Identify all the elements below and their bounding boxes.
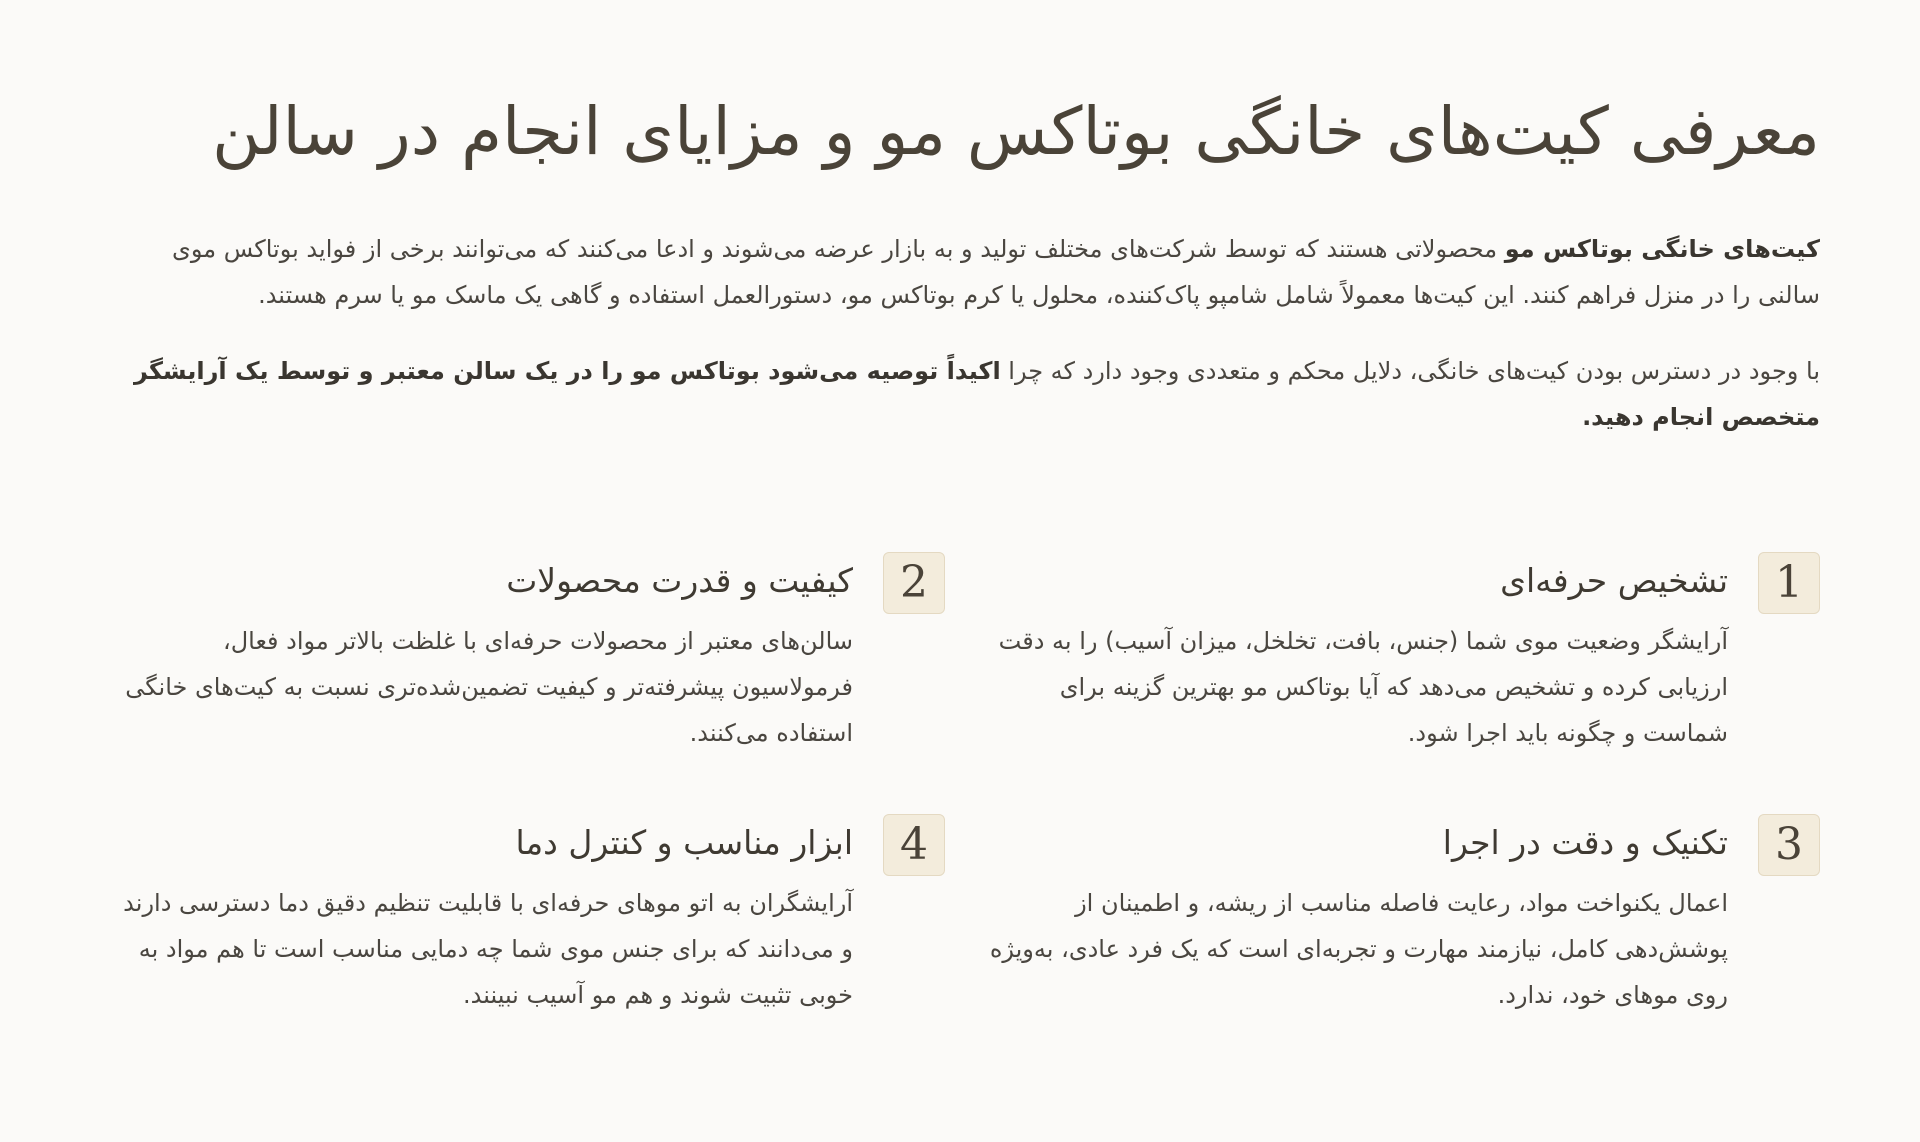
reason-card-body	[980, 818, 1728, 1018]
reason-title: تشخیص حرفه‌ای	[1500, 561, 1728, 600]
intro-p1-text: محصولاتی هستند که توسط شرکت‌های مختلف تولید و به بازار عرضه می‌شوند و ادعا می‌کنند که می‌توانند برخی از فواید بوتاکس موی سالنی را در منزل فراهم کنند. این کیت‌ها معمولاً شامل شامپو پاک‌کننده، محلول یا کرم بوتاکس مو، دستورالعمل استفاده و گاهی یک ماسک مو یا سرم هستند.	[172, 235, 1820, 309]
page-title: معرفی کیت‌های خانگی بوتاکس مو و مزایای انجام در سالن	[212, 93, 1820, 170]
reason-text: سالن‌های معتبر از محصولات حرفه‌ای با غلظت بالاتر مواد فعال، فرمولاسیون پیشرفته‌تر و کیفیت تضمین‌شده‌تری نسبت به کیت‌های خانگی استفاده می‌کنند.	[125, 627, 853, 747]
reason-card-body	[980, 556, 1728, 756]
intro-paragraph-2	[110, 348, 1820, 440]
reason-number-badge: 1	[1758, 552, 1820, 614]
reason-card-3	[980, 814, 1820, 1018]
reason-title: تکنیک و دقت در اجرا	[1442, 823, 1728, 862]
reasons-grid	[110, 552, 1820, 1072]
intro-p2-bold: اکیداً توصیه می‌شود بوتاکس مو را در یک سالن معتبر و توسط یک آرایشگر متخصص انجام دهید.	[134, 357, 1820, 431]
reason-card-2	[110, 552, 945, 756]
reason-text: آرایشگران به اتو موهای حرفه‌ای با قابلیت تنظیم دقیق دما دسترسی دارند و می‌دانند که برای جنس موی شما چه دمایی مناسب است تا هم مواد به خوبی تثبیت شوند و هم مو آسیب نبینند.	[123, 889, 853, 1009]
intro-p1-bold: کیت‌های خانگی بوتاکس مو	[1504, 235, 1820, 263]
article	[110, 80, 1820, 440]
reason-text: اعمال یکنواخت مواد، رعایت فاصله مناسب از ریشه، و اطمینان از پوشش‌دهی کامل، نیازمند مهارت و تجربه‌ای است که یک فرد عادی، به‌ویژه روی موهای خود، ندارد.	[989, 889, 1728, 1009]
intro-section	[110, 226, 1820, 440]
reason-card-body	[110, 818, 853, 1018]
reason-card-4	[110, 814, 945, 1018]
intro-p2-text: با وجود در دسترس بودن کیت‌های خانگی، دلایل محکم و متعددی وجود دارد که چرا	[1000, 357, 1820, 385]
reason-number-badge: 2	[883, 552, 945, 614]
reason-card-1	[980, 552, 1820, 756]
reason-number-badge: 3	[1758, 814, 1820, 876]
reason-title: ابزار مناسب و کنترل دما	[515, 823, 853, 862]
reason-card-body	[110, 556, 853, 756]
reason-title: کیفیت و قدرت محصولات	[506, 561, 853, 600]
reason-number-badge: 4	[883, 814, 945, 876]
reason-text: آرایشگر وضعیت موی شما (جنس، بافت، تخلخل، میزان آسیب) را به دقت ارزیابی کرده و تشخیص می‌دهد که آیا بوتاکس مو بهترین گزینه برای شماست و چگونه باید اجرا شود.	[998, 627, 1728, 747]
intro-paragraph-1	[110, 226, 1820, 318]
